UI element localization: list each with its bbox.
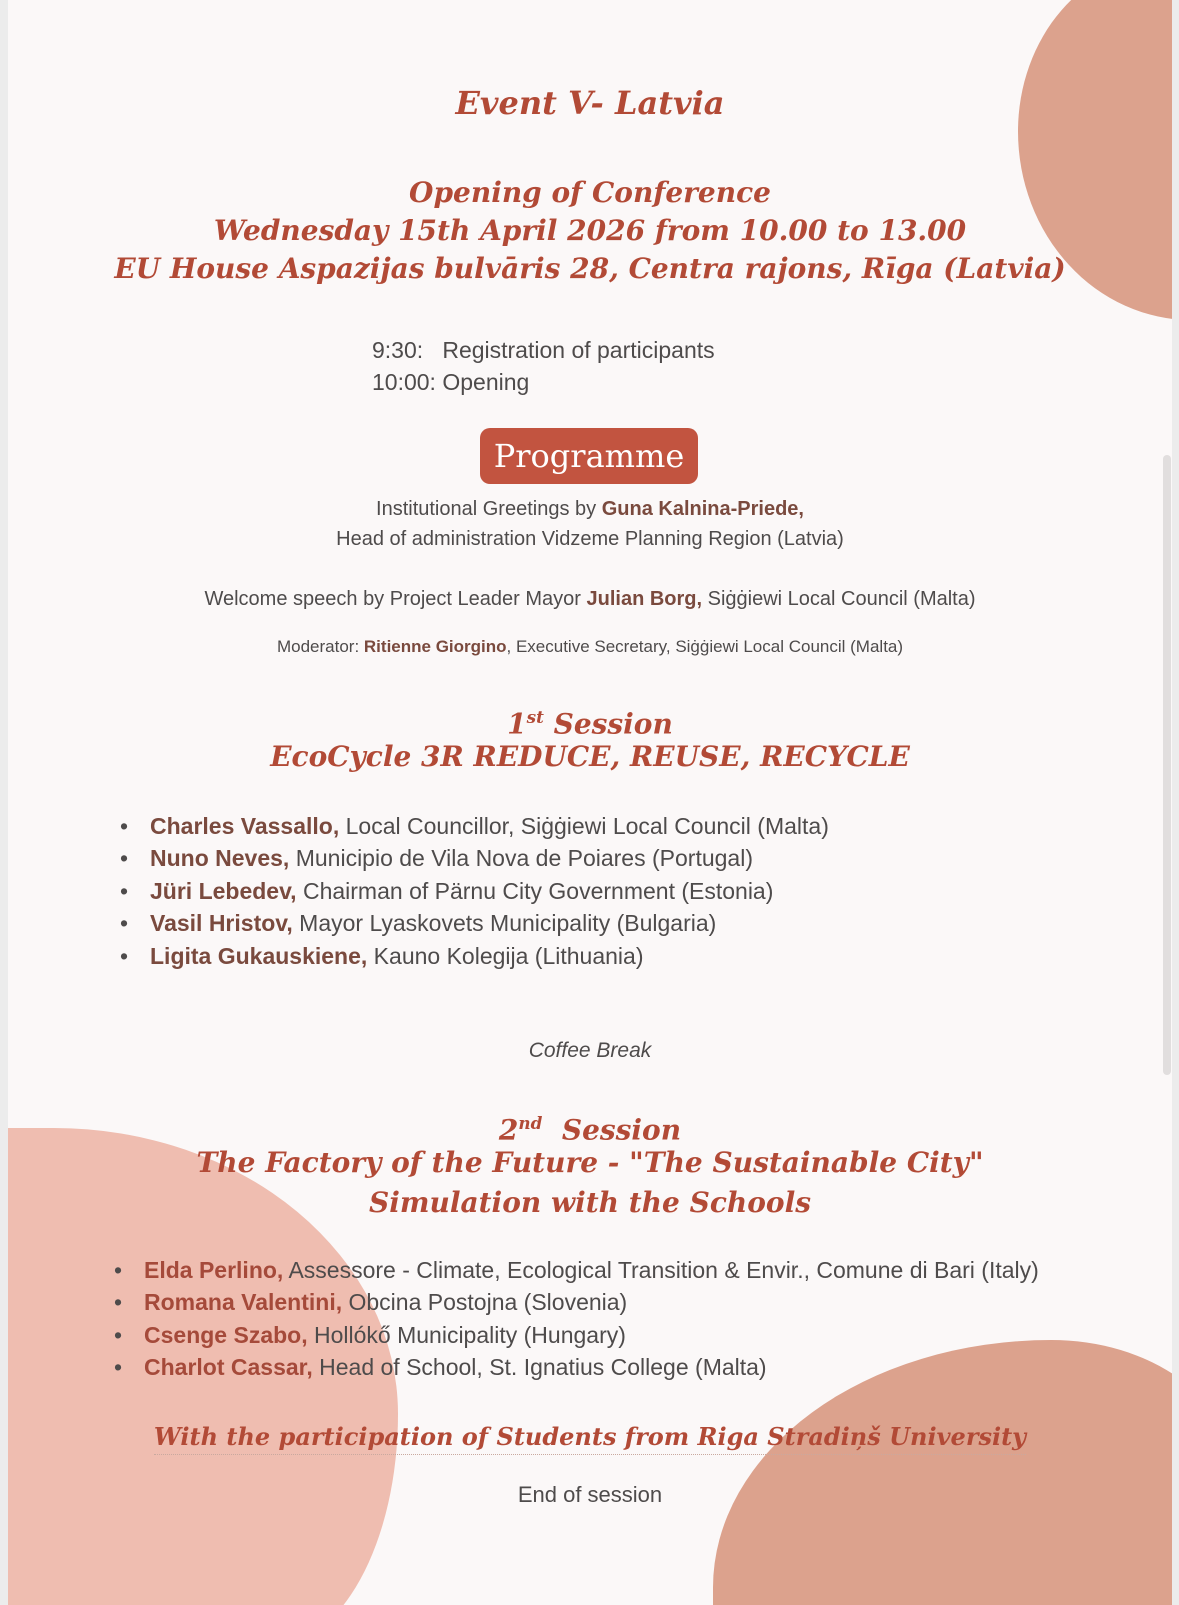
speaker-role: Head of School, St. Ignatius College (Malta) bbox=[312, 1354, 767, 1381]
list-item bbox=[120, 940, 829, 972]
greetings-line bbox=[8, 494, 1172, 524]
list-item bbox=[114, 1351, 1039, 1383]
welcome-prefix: Welcome speech by Project Leader Mayor bbox=[204, 588, 587, 610]
programme-badge: Programme bbox=[480, 428, 698, 484]
list-item bbox=[120, 810, 829, 842]
welcome-speech-line bbox=[8, 584, 1172, 614]
list-item bbox=[114, 1286, 1039, 1318]
session1-label: Session bbox=[553, 707, 673, 741]
moderator-prefix: Moderator: bbox=[276, 637, 364, 656]
speaker-role: Mayor Lyaskovets Municipality (Bulgaria) bbox=[292, 910, 717, 937]
coffee-break: Coffee Break bbox=[528, 1039, 652, 1062]
session2-ordinal: nd bbox=[518, 1113, 543, 1133]
document-page bbox=[8, 0, 1172, 1605]
session2-subtitle: Simulation with the Schools bbox=[369, 1186, 811, 1219]
moderator-suffix: , Executive Secretary, Siġġiewi Local Council (Malta) bbox=[506, 637, 904, 656]
session2-heading bbox=[8, 1104, 1172, 1149]
session1-ordinal: st bbox=[526, 707, 544, 727]
participation-note-text: With the participation of Students from Riga Stradiņš University bbox=[154, 1422, 1026, 1455]
speaker-role: Local Councillor, Siġġiewi Local Council (Malta) bbox=[339, 813, 829, 839]
speaker-role: Assessore - Climate, Ecological Transition & Envir., Comune di Bari (Italy) bbox=[283, 1257, 1039, 1283]
end-of-session: End of session bbox=[517, 1482, 663, 1507]
session1-heading bbox=[8, 698, 1172, 743]
moderator-line bbox=[8, 634, 1172, 660]
list-item bbox=[120, 842, 829, 874]
opening-date-time: Wednesday 15th April 2026 from 10.00 to 13.00 bbox=[213, 214, 967, 247]
list-item bbox=[114, 1254, 1039, 1286]
greetings-name: Guna Kalnina-Priede, bbox=[601, 498, 804, 520]
session1-number: 1 bbox=[507, 707, 527, 741]
speaker-name: Vasil Hristov, bbox=[150, 910, 293, 937]
scrollbar[interactable] bbox=[1163, 455, 1171, 1075]
speaker-role: Obcina Postojna (Slovenia) bbox=[342, 1289, 628, 1316]
list-item bbox=[114, 1319, 1039, 1351]
list-item bbox=[120, 875, 829, 907]
session1-title: EcoCycle 3R REDUCE, REUSE, RECYCLE bbox=[270, 740, 910, 773]
speaker-name: Charlot Cassar, bbox=[144, 1354, 313, 1381]
session1-speaker-list bbox=[120, 810, 829, 972]
greetings-prefix: Institutional Greetings by bbox=[376, 498, 602, 520]
participation-note bbox=[8, 1420, 1172, 1454]
speaker-role: Hollókő Municipality (Hungary) bbox=[307, 1321, 626, 1348]
speaker-name: Csenge Szabo, bbox=[144, 1321, 308, 1348]
welcome-suffix: Siġġiewi Local Council (Malta) bbox=[702, 588, 976, 610]
opening-title: Opening of Conference bbox=[409, 176, 771, 209]
session2-speaker-list bbox=[114, 1254, 1039, 1384]
speaker-name: Elda Perlino, bbox=[144, 1257, 284, 1283]
moderator-name: Ritienne Giorgino bbox=[363, 637, 507, 656]
speaker-name: Romana Valentini, bbox=[144, 1289, 343, 1316]
speaker-role: Kauno Kolegija (Lithuania) bbox=[367, 942, 644, 969]
schedule-time: 9:30: bbox=[372, 337, 424, 363]
welcome-name: Julian Borg, bbox=[586, 588, 703, 610]
schedule-item bbox=[372, 366, 529, 398]
session2-title: The Factory of the Future - "The Sustainable City" bbox=[196, 1146, 984, 1179]
speaker-name: Charles Vassallo, bbox=[150, 813, 340, 839]
schedule-text: Opening bbox=[442, 369, 530, 395]
schedule-time: 10:00: bbox=[372, 369, 436, 395]
speaker-name: Nuno Neves, bbox=[150, 845, 290, 872]
schedule-item bbox=[372, 334, 715, 366]
speaker-role: Municipio de Vila Nova de Poiares (Portugal) bbox=[289, 845, 753, 872]
session2-label: Session bbox=[561, 1113, 682, 1147]
page-content bbox=[8, 0, 1172, 1605]
greetings-role: Head of administration Vidzeme Planning Region (Latvia) bbox=[336, 528, 844, 550]
event-title: Event V- Latvia bbox=[455, 84, 725, 122]
speaker-name: Jüri Lebedev, bbox=[150, 877, 297, 904]
schedule-text: Registration of participants bbox=[442, 337, 715, 363]
opening-venue: EU House Aspazijas bulvāris 28, Centra rajons, Rīga (Latvia) bbox=[114, 252, 1066, 285]
speaker-name: Ligita Gukauskiene, bbox=[150, 942, 368, 969]
session2-number: 2 bbox=[498, 1113, 519, 1147]
speaker-role: Chairman of Pärnu City Government (Estonia) bbox=[296, 877, 774, 904]
list-item bbox=[120, 907, 829, 939]
